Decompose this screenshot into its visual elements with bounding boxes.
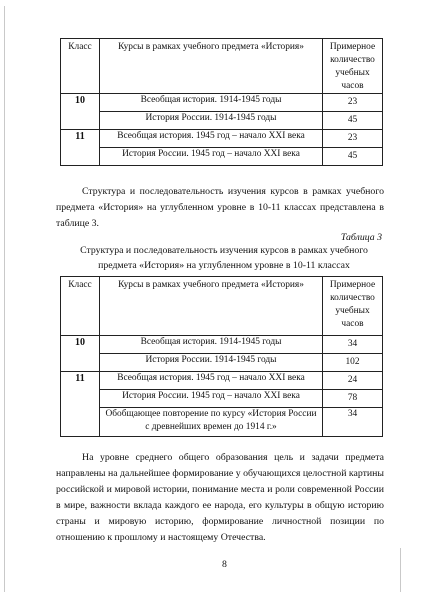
table-row <box>61 372 383 390</box>
course-cell: Обобщающее повторение по курсу «История России с древнейших времен до 1914 г.» <box>100 408 323 437</box>
table-caption: Структура и последовательность изучения курсов в рамках учебного предмета «История» на углубленном уровне в 10-11 классах <box>80 245 368 271</box>
courses-table-advanced <box>60 276 383 437</box>
table-number-label: Таблица 3 <box>340 232 382 243</box>
hours-cell: 45 <box>323 148 383 166</box>
course-cell: История России. 1945 год – начало XXI века <box>100 390 323 408</box>
page-number: 8 <box>222 559 227 570</box>
page-frame-left-line <box>4 6 5 592</box>
grade-cell: 10 <box>61 336 100 372</box>
hours-cell: 34 <box>323 336 383 354</box>
table-header-row <box>61 277 383 336</box>
hours-cell: 23 <box>323 130 383 148</box>
page-frame-right-line <box>400 548 401 592</box>
hours-cell: 34 <box>323 408 383 437</box>
table-row <box>61 390 383 408</box>
course-cell: Всеобщая история. 1945 год – начало XXI века <box>100 130 323 148</box>
header-hours: Примерное количество учебных часов <box>323 277 383 336</box>
course-cell: Всеобщая история. 1914-1945 годы <box>100 336 323 354</box>
hours-cell: 45 <box>323 112 383 130</box>
hours-cell: 24 <box>323 372 383 390</box>
hours-cell: 102 <box>323 354 383 372</box>
course-cell: Всеобщая история. 1914-1945 годы <box>100 94 323 112</box>
table-row <box>61 336 383 354</box>
table-row <box>61 94 383 112</box>
hours-cell: 78 <box>323 390 383 408</box>
header-courses: Курсы в рамках учебного предмета «История» <box>100 39 323 94</box>
header-grade: Класс <box>61 39 100 94</box>
table-row <box>61 354 383 372</box>
table-row <box>61 148 383 166</box>
course-cell: История России. 1945 год – начало XXI века <box>100 148 323 166</box>
courses-table-continued <box>60 38 383 166</box>
table-row <box>61 408 383 437</box>
grade-cell: 10 <box>61 94 100 130</box>
grade-cell: 11 <box>61 130 100 166</box>
course-cell: История России. 1914-1945 годы <box>100 354 323 372</box>
table-header-row <box>61 39 383 94</box>
course-cell: Всеобщая история. 1945 год – начало XXI века <box>100 372 323 390</box>
table-row <box>61 112 383 130</box>
header-hours: Примерное количество учебных часов <box>323 39 383 94</box>
hours-cell: 23 <box>323 94 383 112</box>
body-paragraph-goals: На уровне среднего общего образования цель и задачи предмета направлены на дальнейшее формирование у обучающихся целостной картины российской и мировой истории, понимание места и роли современной России в мире, важности вклада каждого ее народа, его культуры в общую историю страны и мировую историю, формирование личностной позиции по отношению к прошлому и настоящему Отечества. <box>56 452 384 543</box>
header-courses: Курсы в рамках учебного предмета «История» <box>100 277 323 336</box>
header-grade: Класс <box>61 277 100 336</box>
course-cell: История России. 1914-1945 годы <box>100 112 323 130</box>
table-row <box>61 130 383 148</box>
body-paragraph-intro: Структура и последовательность изучения курсов в рамках учебного предмета «История» на углубленном уровне в 10-11 классах представлена в таблице 3. <box>56 186 384 229</box>
grade-cell: 11 <box>61 372 100 437</box>
